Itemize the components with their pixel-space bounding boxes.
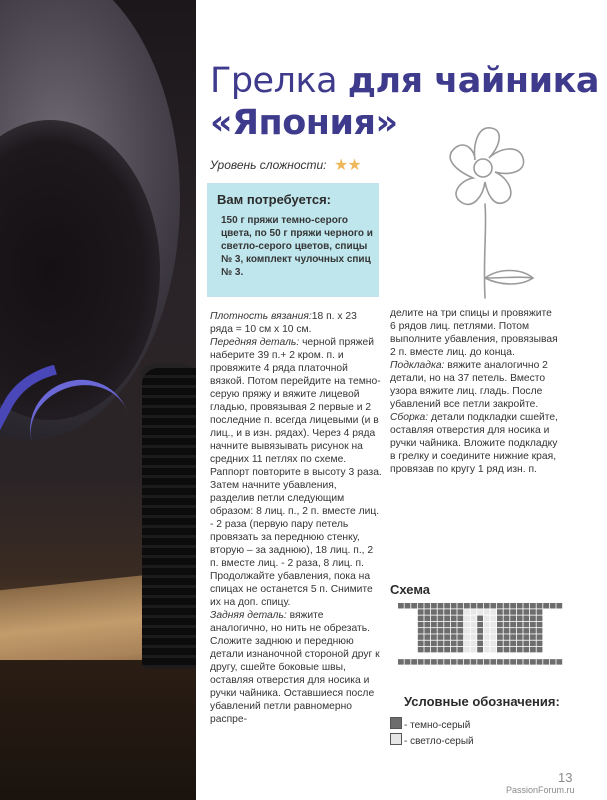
difficulty-stars-icon: ★★ (334, 157, 361, 174)
chart-cell (457, 603, 463, 608)
chart-cell (438, 641, 444, 646)
table-shadow (0, 660, 196, 800)
chart-cell (418, 634, 424, 639)
chart-cell (431, 641, 437, 646)
chart-cell (444, 622, 450, 627)
materials-text: 150 г пряжи темно-серого цвета, по 50 г пряжи черного и светло-серого цветов, спицы № 3, комплект чулочных спиц № 3. (221, 215, 373, 278)
chart-cell (537, 616, 543, 621)
chart-cell (444, 628, 450, 633)
chart-cell (517, 603, 523, 608)
flower-drawing-icon (425, 118, 545, 308)
chart-cell (523, 622, 529, 627)
chart-cell (504, 622, 510, 627)
title-regular: Грелка (210, 61, 348, 101)
chart-cell (457, 628, 463, 633)
chart-cell (517, 616, 523, 621)
chart-cell (510, 628, 516, 633)
chart-cell (471, 647, 477, 652)
chart-cell (484, 616, 490, 621)
chart-cell (530, 659, 536, 664)
chart-cell (523, 609, 529, 614)
chart-cell (451, 628, 457, 633)
chart-cell (424, 622, 430, 627)
chart-cell (438, 647, 444, 652)
chart-cell (418, 628, 424, 633)
chart-cell (438, 634, 444, 639)
chart-cell (418, 647, 424, 652)
chart-cell (424, 634, 430, 639)
chart-cell (510, 641, 516, 646)
chart-cell (418, 616, 424, 621)
chart-cell (490, 659, 496, 664)
chart-cell (497, 659, 503, 664)
title-bold-1: для чайника (347, 61, 599, 101)
chart-cell (530, 634, 536, 639)
chart-cell (510, 609, 516, 614)
chart-cell (497, 634, 503, 639)
chart-cell (504, 634, 510, 639)
chart-cell (438, 622, 444, 627)
chart-cell (490, 609, 496, 614)
chart-cell (444, 603, 450, 608)
difficulty-label: Уровень сложности: (210, 158, 327, 172)
chart-cell (523, 634, 529, 639)
chart-cell (497, 647, 503, 652)
chart-cell (497, 622, 503, 627)
chart-cell (444, 641, 450, 646)
chart-cell (510, 647, 516, 652)
chart-cell (490, 647, 496, 652)
chart-cell (504, 659, 510, 664)
chart-cell (484, 647, 490, 652)
watermark: PassionForum.ru (506, 785, 575, 795)
front-part-text: черной пряжей наберите 39 п.+ 2 кром. п. и провяжите 4 ряда платочной вязкой. Потом перейдите на темно-серую пряжу и вяжите лицевой гладью, провязывая 2 первые и 2 последние п. всегда лицевыми (и в лиц., и в изн. рядах). Через 4 ряда начните вывязывать рисунок на средних 11 петлях по схеме. Раппорт повторите в высоту 3 раза. Затем начните убавления, разделив петли следующим образом: 8 лиц. п., 2 п. вместе лиц. - 2 раза (первую пару петель провязать за переднюю стенку, вторую – за заднюю), 18 лиц. п., 2 п. вместе лиц. - 2 раза, 8 лиц. п. Продолжайте убавления, пока на спицах не останется 5 п. Снимите их на доп. спицу. (210, 337, 382, 608)
chart-cell (418, 641, 424, 646)
teapot-photo (0, 0, 196, 800)
chart-cell (471, 628, 477, 633)
chart-cell (510, 634, 516, 639)
chart-cell (530, 628, 536, 633)
legend-light-label: - светло-серый (404, 736, 474, 747)
chart-cell (451, 659, 457, 664)
chart-cell (418, 603, 424, 608)
back-part-text: вяжите аналогично, но нить не обрезать. Сложите заднюю и переднюю детали изнаночной стороной друг к другу, сшейте боковые швы, оставляя отверстия для носика и ручки чайника. Оставшиеся после убавлений петли равномерно распре- (210, 610, 380, 725)
chart-cell (523, 616, 529, 621)
chart-cell (537, 647, 543, 652)
chart-cell (523, 628, 529, 633)
chart-cell (451, 634, 457, 639)
chart-cell (510, 616, 516, 621)
chart-cell (444, 647, 450, 652)
lining-text: вяжите аналогично 2 детали, но на 37 петель. Вместо узора вяжите лиц. гладь. После убавлений все петли закройте. (390, 360, 548, 410)
chart-cell (530, 609, 536, 614)
chart-cell (431, 603, 437, 608)
chart-cell (418, 609, 424, 614)
chart-cell (537, 628, 543, 633)
chart-cell (497, 616, 503, 621)
chart-cell (431, 609, 437, 614)
chart-cell (471, 616, 477, 621)
chart-cell (424, 659, 430, 664)
chart-cell (484, 659, 490, 664)
chart-cell (424, 603, 430, 608)
chart-cell (543, 659, 549, 664)
chart-cell (451, 603, 457, 608)
continuation-text: делите на три спицы и провяжите 6 рядов лиц. петлями. Потом выполните убавления, провязывая 2 п. вместе лиц. до конца. (390, 308, 558, 358)
materials-box (207, 183, 379, 297)
chart-cell (457, 659, 463, 664)
chart-cell (431, 634, 437, 639)
chart-cell (464, 603, 470, 608)
legend-light (390, 733, 474, 747)
chart-cell (550, 603, 556, 608)
chart-cell (477, 609, 483, 614)
chart-cell (484, 634, 490, 639)
chart-cell (444, 609, 450, 614)
chart-cell (504, 609, 510, 614)
chart-cell (471, 609, 477, 614)
chart-cell (477, 641, 483, 646)
title-bold-2: «Япония» (210, 103, 398, 143)
chart-cell (477, 622, 483, 627)
chart-cell (537, 609, 543, 614)
light-swatch-icon (390, 733, 402, 745)
chart-cell (477, 603, 483, 608)
chart-cell (471, 641, 477, 646)
chart-cell (537, 659, 543, 664)
chart-cell (497, 603, 503, 608)
chart-cell (464, 641, 470, 646)
black-cup (142, 368, 196, 668)
chart-cell (530, 616, 536, 621)
chart-cell (457, 622, 463, 627)
legend-title: Условные обозначения: (404, 694, 560, 709)
chart-cell (438, 628, 444, 633)
chart-cell (405, 659, 411, 664)
chart-cell (471, 634, 477, 639)
assembly-text: детали подкладки сшейте, оставляя отверстия для носика и ручки чайника. Вложите подкладку в грелку и соедините нижние края, провязав по кругу 1 ряд изн. п. (390, 412, 558, 475)
legend-dark-label: - темно-серый (404, 720, 471, 731)
instructions-column-1 (210, 310, 382, 726)
chart-cell (464, 647, 470, 652)
chart-cell (537, 622, 543, 627)
chart-cell (451, 641, 457, 646)
chart-cell (530, 622, 536, 627)
chart-cell (517, 659, 523, 664)
page-number: 13 (558, 770, 573, 785)
chart-cell (490, 641, 496, 646)
chart-cell (411, 659, 417, 664)
chart-cell (451, 609, 457, 614)
chart-cell (484, 622, 490, 627)
knitting-chart (398, 603, 564, 669)
chart-cell (424, 628, 430, 633)
chart-cell (457, 616, 463, 621)
chart-cell (464, 622, 470, 627)
legend-dark (390, 717, 470, 731)
chart-cell (550, 659, 556, 664)
chart-cell (530, 647, 536, 652)
chart-cell (530, 603, 536, 608)
chart-cell (444, 634, 450, 639)
chart-cell (431, 616, 437, 621)
chart-cell (457, 634, 463, 639)
chart-cell (537, 634, 543, 639)
chart-cell (451, 622, 457, 627)
chart-cell (504, 641, 510, 646)
chart-cell (398, 603, 404, 608)
chart-cell (504, 616, 510, 621)
chart-cell (517, 647, 523, 652)
chart-cell (490, 622, 496, 627)
chart-cell (411, 603, 417, 608)
chart-cell (497, 628, 503, 633)
chart-cell (537, 603, 543, 608)
chart-cell (523, 659, 529, 664)
chart-cell (510, 603, 516, 608)
front-part-label: Передняя деталь: (210, 337, 300, 348)
chart-cell (464, 609, 470, 614)
chart-cell (431, 628, 437, 633)
density-label: Плотность вязания: (210, 311, 312, 322)
chart-cell (438, 616, 444, 621)
chart-cell (471, 622, 477, 627)
materials-title: Вам потребуется: (217, 192, 331, 207)
chart-cell (497, 641, 503, 646)
chart-cell (457, 647, 463, 652)
chart-cell (431, 647, 437, 652)
chart-cell (543, 603, 549, 608)
chart-cell (424, 609, 430, 614)
chart-cell (464, 616, 470, 621)
chart-cell (477, 659, 483, 664)
chart-cell (471, 659, 477, 664)
chart-cell (530, 641, 536, 646)
chart-cell (471, 603, 477, 608)
chart-cell (484, 641, 490, 646)
chart-cell (438, 603, 444, 608)
chart-cell (510, 659, 516, 664)
chart-cell (477, 647, 483, 652)
chart-cell (490, 628, 496, 633)
chart-cell (510, 622, 516, 627)
chart-cell (523, 647, 529, 652)
chart-cell (504, 647, 510, 652)
chart-cell (438, 609, 444, 614)
chart-cell (431, 622, 437, 627)
chart-cell (517, 634, 523, 639)
chart-cell (438, 659, 444, 664)
chart-cell (464, 659, 470, 664)
chart-cell (523, 641, 529, 646)
density-text: 18 п. х 23 ряда = 10 см х 10 см. (210, 311, 357, 335)
chart-cell (517, 609, 523, 614)
chart-cell (477, 628, 483, 633)
chart-cell (464, 628, 470, 633)
chart-cell (556, 659, 562, 664)
chart-cell (424, 616, 430, 621)
chart-cell (484, 609, 490, 614)
chart-cell (517, 641, 523, 646)
chart-cell (490, 603, 496, 608)
chart-cell (523, 603, 529, 608)
back-part-label: Задняя деталь: (210, 610, 287, 621)
chart-cell (451, 647, 457, 652)
chart-cell (517, 622, 523, 627)
chart-cell (464, 634, 470, 639)
chart-cell (490, 634, 496, 639)
chart-cell (504, 628, 510, 633)
chart-cell (431, 659, 437, 664)
chart-cell (484, 603, 490, 608)
chart-cell (477, 616, 483, 621)
chart-cell (444, 616, 450, 621)
chart-cell (424, 641, 430, 646)
chart-cell (444, 659, 450, 664)
chart-cell (451, 616, 457, 621)
dark-swatch-icon (390, 717, 402, 729)
chart-cell (457, 609, 463, 614)
chart-cell (418, 659, 424, 664)
chart-cell (424, 647, 430, 652)
chart-cell (537, 641, 543, 646)
chart-cell (517, 628, 523, 633)
assembly-label: Сборка: (390, 412, 429, 423)
schema-title: Схема (390, 582, 431, 597)
chart-cell (490, 616, 496, 621)
chart-cell (398, 659, 404, 664)
chart-cell (556, 603, 562, 608)
instructions-column-2 (390, 307, 560, 476)
chart-cell (405, 603, 411, 608)
chart-cell (477, 634, 483, 639)
lining-label: Подкладка: (390, 360, 445, 371)
chart-cell (418, 622, 424, 627)
chart-cell (484, 628, 490, 633)
chart-cell (504, 603, 510, 608)
chart-cell (457, 641, 463, 646)
chart-cell (497, 609, 503, 614)
